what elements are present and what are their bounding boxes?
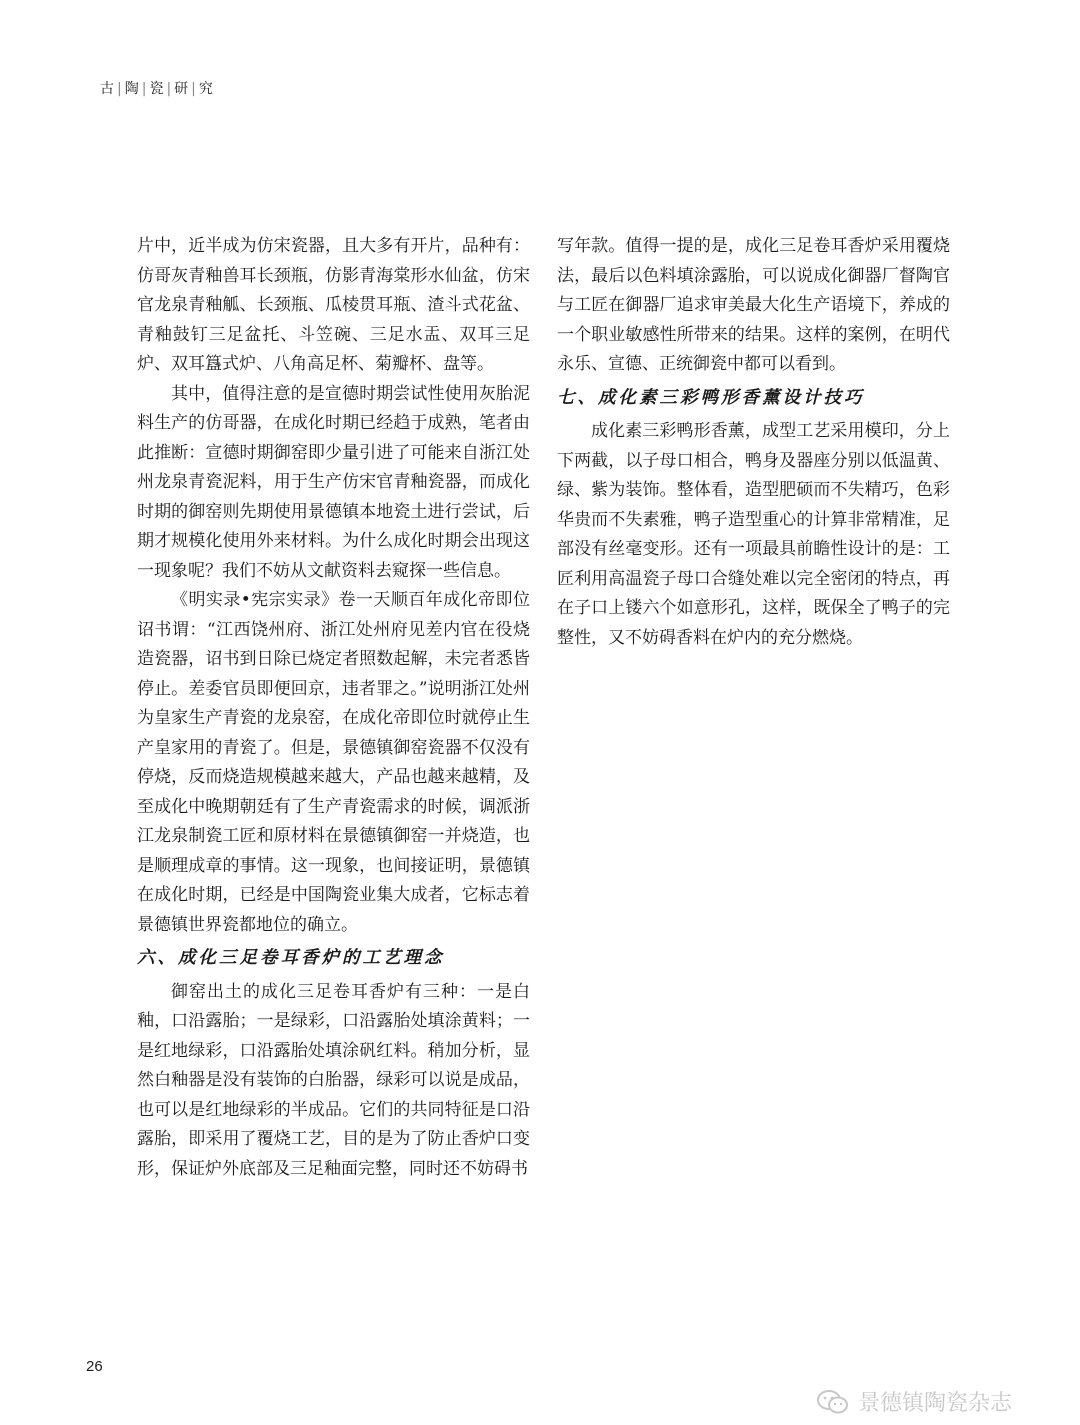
page-number: 26 bbox=[86, 1358, 103, 1375]
running-head-char: 究 bbox=[198, 81, 214, 97]
paragraph: 写年款。值得一提的是，成化三足卷耳香炉采用覆烧法，最后以色料填涂露胎，可以说成化御器厂督陶官与工匠在御器厂追求审美最大化生产语境下，养成的一个职业敏感性所带来的结果。这样的案例，在明代永乐、宣德、正统御瓷中都可以看到。 bbox=[557, 236, 950, 374]
watermark bbox=[816, 1386, 1012, 1417]
watermark-text: 景德镇陶瓷杂志 bbox=[858, 1391, 1013, 1416]
paragraph: 御窑出土的成化三足卷耳香炉有三种：一是白釉，口沿露胎；一是绿彩，口沿露胎处填涂黄料；一是红地绿彩，口沿露胎处填涂矾红料。稍加分析，显然白釉器是没有装饰的白胎器，绿彩可以说是成品，也可以是红地绿彩的半成品。它们的共同特征是口沿露胎，即采用了覆烧工艺，目的是为了防止香炉口变形，保证炉外底部及三足釉面完整，同时还不妨碍书 bbox=[137, 981, 530, 1179]
running-head-char: 古 bbox=[100, 81, 115, 97]
paragraph: 片中，近半成为仿宋瓷器，且大多有开片，品种有：仿哥灰青釉兽耳长颈瓶，仿影青海棠形水仙盆，仿宋官龙泉青釉觚、长颈瓶、瓜棱贯耳瓶、渣斗式花盆、青釉鼓钉三足盆托、斗笠碗、三足水盂、双耳三足炉、双耳簋式炉、八角高足杯、菊瓣杯、盘等。 bbox=[137, 236, 530, 374]
paragraph: 其中，值得注意的是宣德时期尝试性使用灰胎泥料生产的仿哥器，在成化时期已经趋于成熟，笔者由此推断：宣德时期御窑即少量引进了可能来自浙江处州龙泉青瓷泥料，用于生产仿宋官青釉瓷器，而成化时期的御窑则先期使用景德镇本地瓷土进行尝试，后期才规模化使用外来材料。为什么成化时期会出现这一现象呢？我们不妨从文献资料去窥探一些信息。 bbox=[137, 383, 530, 581]
right-column bbox=[557, 232, 950, 653]
running-head: 古 | 陶 | 瓷 | 研 | 究 bbox=[100, 81, 214, 97]
left-column bbox=[137, 232, 530, 1184]
wechat-icon bbox=[816, 1389, 850, 1415]
paragraph: 《明实录•宪宗实录》卷一天顺百年成化帝即位诏书谓：“江西饶州府、浙江处州府见差内官在役烧造瓷器，诏书到日除已烧定者照数起解，未完者悉皆停止。差委官员即便回京，违者罪之。”说明浙江处州为皇家生产青瓷的龙泉窑，在成化帝即位时就停止生产皇家用的青瓷了。但是，景德镇御窑瓷器不仅没有停烧，反而烧造规模越来越大，产品也越来越精，及至成化中晚期朝廷有了生产青瓷需求的时候，调派浙江龙泉制瓷工匠和原材料在景德镇御窑一并烧造，也是顺理成章的事情。这一现象，也间接证明，景德镇在成化时期，已经是中国陶瓷业集大成者，它标志着景德镇世界瓷都地位的确立。 bbox=[137, 590, 530, 935]
running-head-char: 瓷 bbox=[149, 81, 165, 97]
running-head-char: 研 bbox=[174, 81, 190, 97]
section-heading-7: 七、成化素三彩鸭形香薰设计技巧 bbox=[557, 387, 865, 408]
paragraph: 成化素三彩鸭形香薰，成型工艺采用模印，分上下两截，以子母口相合，鸭身及器座分别以低温黄、绿、紫为装饰。整体看，造型肥硕而不失精巧，色彩华贵而不失素雅，鸭子造型重心的计算非常精准，足部没有丝毫变形。还有一项最具前瞻性设计的是：工匠利用高温瓷子母口合缝处难以完全密闭的特点，再在子口上镂六个如意形孔，这样，既保全了鸭子的完整性，又不妨碍香料在炉内的充分燃烧。 bbox=[557, 421, 950, 648]
section-heading-6: 六、成化三足卷耳香炉的工艺理念 bbox=[137, 948, 445, 968]
running-head-char: 陶 bbox=[124, 81, 140, 97]
